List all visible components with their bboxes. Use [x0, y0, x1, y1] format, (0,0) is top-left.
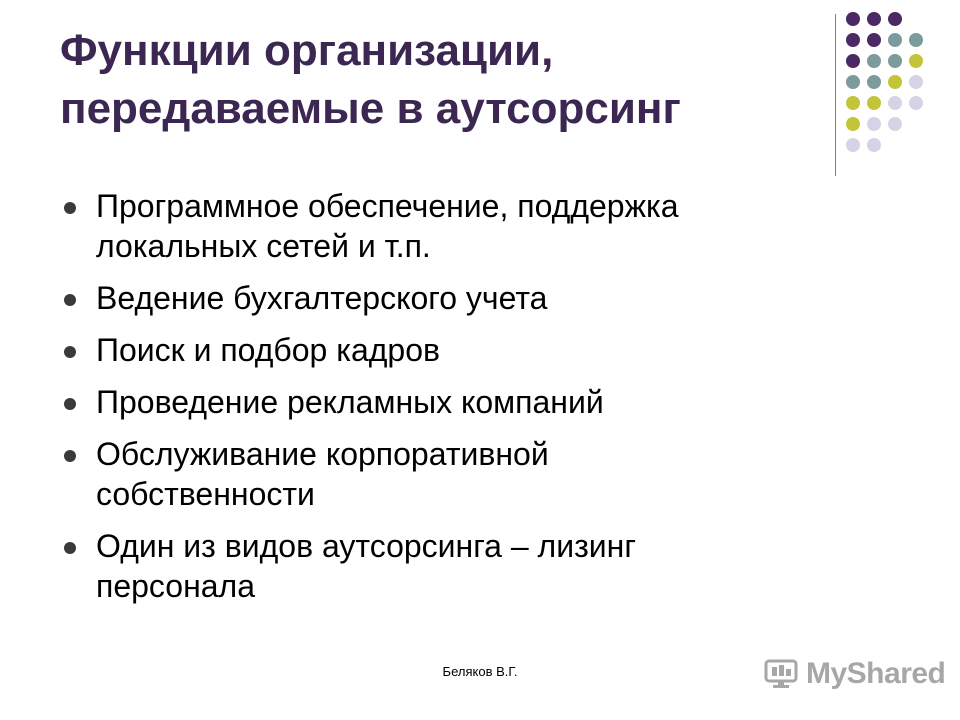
decor-dot-purple — [846, 33, 860, 47]
decor-dot-olive — [867, 96, 881, 110]
decor-dot-teal — [909, 33, 923, 47]
decor-dot-olive — [846, 117, 860, 131]
bullet-item — [60, 434, 840, 514]
bullet-text-line: Программное обеспечение, поддержка — [96, 188, 679, 224]
bullet-dot-icon — [64, 542, 76, 554]
bullet-dot-icon — [64, 450, 76, 462]
decor-dot-olive — [846, 96, 860, 110]
decor-dot-purple — [846, 12, 860, 26]
myshared-watermark-text: MyShared — [806, 657, 946, 690]
slide-title-line-1: Функции организации, — [60, 26, 554, 75]
bullet-dot-icon — [64, 398, 76, 410]
decor-dot-teal — [846, 75, 860, 89]
slide-title-line-2: передаваемые в аутсорсинг — [60, 84, 681, 133]
bullet-text-line: Ведение бухгалтерского учета — [96, 280, 548, 316]
slide-title — [60, 22, 820, 138]
decor-dot-olive — [888, 75, 902, 89]
myshared-logo-icon — [764, 659, 800, 689]
bullet-dot-icon — [64, 202, 76, 214]
decor-dot-lilac — [888, 96, 902, 110]
bullet-dot-icon — [64, 294, 76, 306]
bullet-item — [60, 186, 840, 266]
bullet-item — [60, 526, 840, 606]
decor-dot-lilac — [846, 138, 860, 152]
myshared-watermark — [764, 654, 945, 694]
bullet-text-line: Поиск и подбор кадров — [96, 332, 440, 368]
bullet-dot-icon — [64, 346, 76, 358]
bullet-text-line: Обслуживание корпоративной — [96, 436, 549, 472]
decor-dot-lilac — [867, 117, 881, 131]
decor-dot-teal — [888, 54, 902, 68]
bullet-item — [60, 330, 840, 370]
decor-dot-olive — [909, 54, 923, 68]
decorative-dot-grid — [846, 12, 946, 162]
decor-dot-lilac — [909, 75, 923, 89]
title-divider-line — [835, 14, 836, 176]
footer-author: Беляков В.Г. — [442, 664, 518, 679]
bullet-text-line: собственности — [96, 476, 315, 512]
decor-dot-lilac — [909, 96, 923, 110]
bullet-item — [60, 382, 840, 422]
bullet-text-line: Проведение рекламных компаний — [96, 384, 604, 420]
decor-dot-lilac — [867, 138, 881, 152]
bullet-list — [60, 186, 840, 618]
decor-dot-purple — [867, 12, 881, 26]
decor-dot-teal — [888, 33, 902, 47]
decor-dot-teal — [867, 54, 881, 68]
decor-dot-purple — [846, 54, 860, 68]
bullet-text-line: персонала — [96, 568, 256, 604]
decor-dot-lilac — [888, 117, 902, 131]
decor-dot-teal — [867, 75, 881, 89]
bullet-item — [60, 278, 840, 318]
decor-dot-purple — [867, 33, 881, 47]
bullet-text-line: локальных сетей и т.п. — [96, 228, 431, 264]
bullet-text-line: Один из видов аутсорсинга – лизинг — [96, 528, 636, 564]
decor-dot-purple — [888, 12, 902, 26]
